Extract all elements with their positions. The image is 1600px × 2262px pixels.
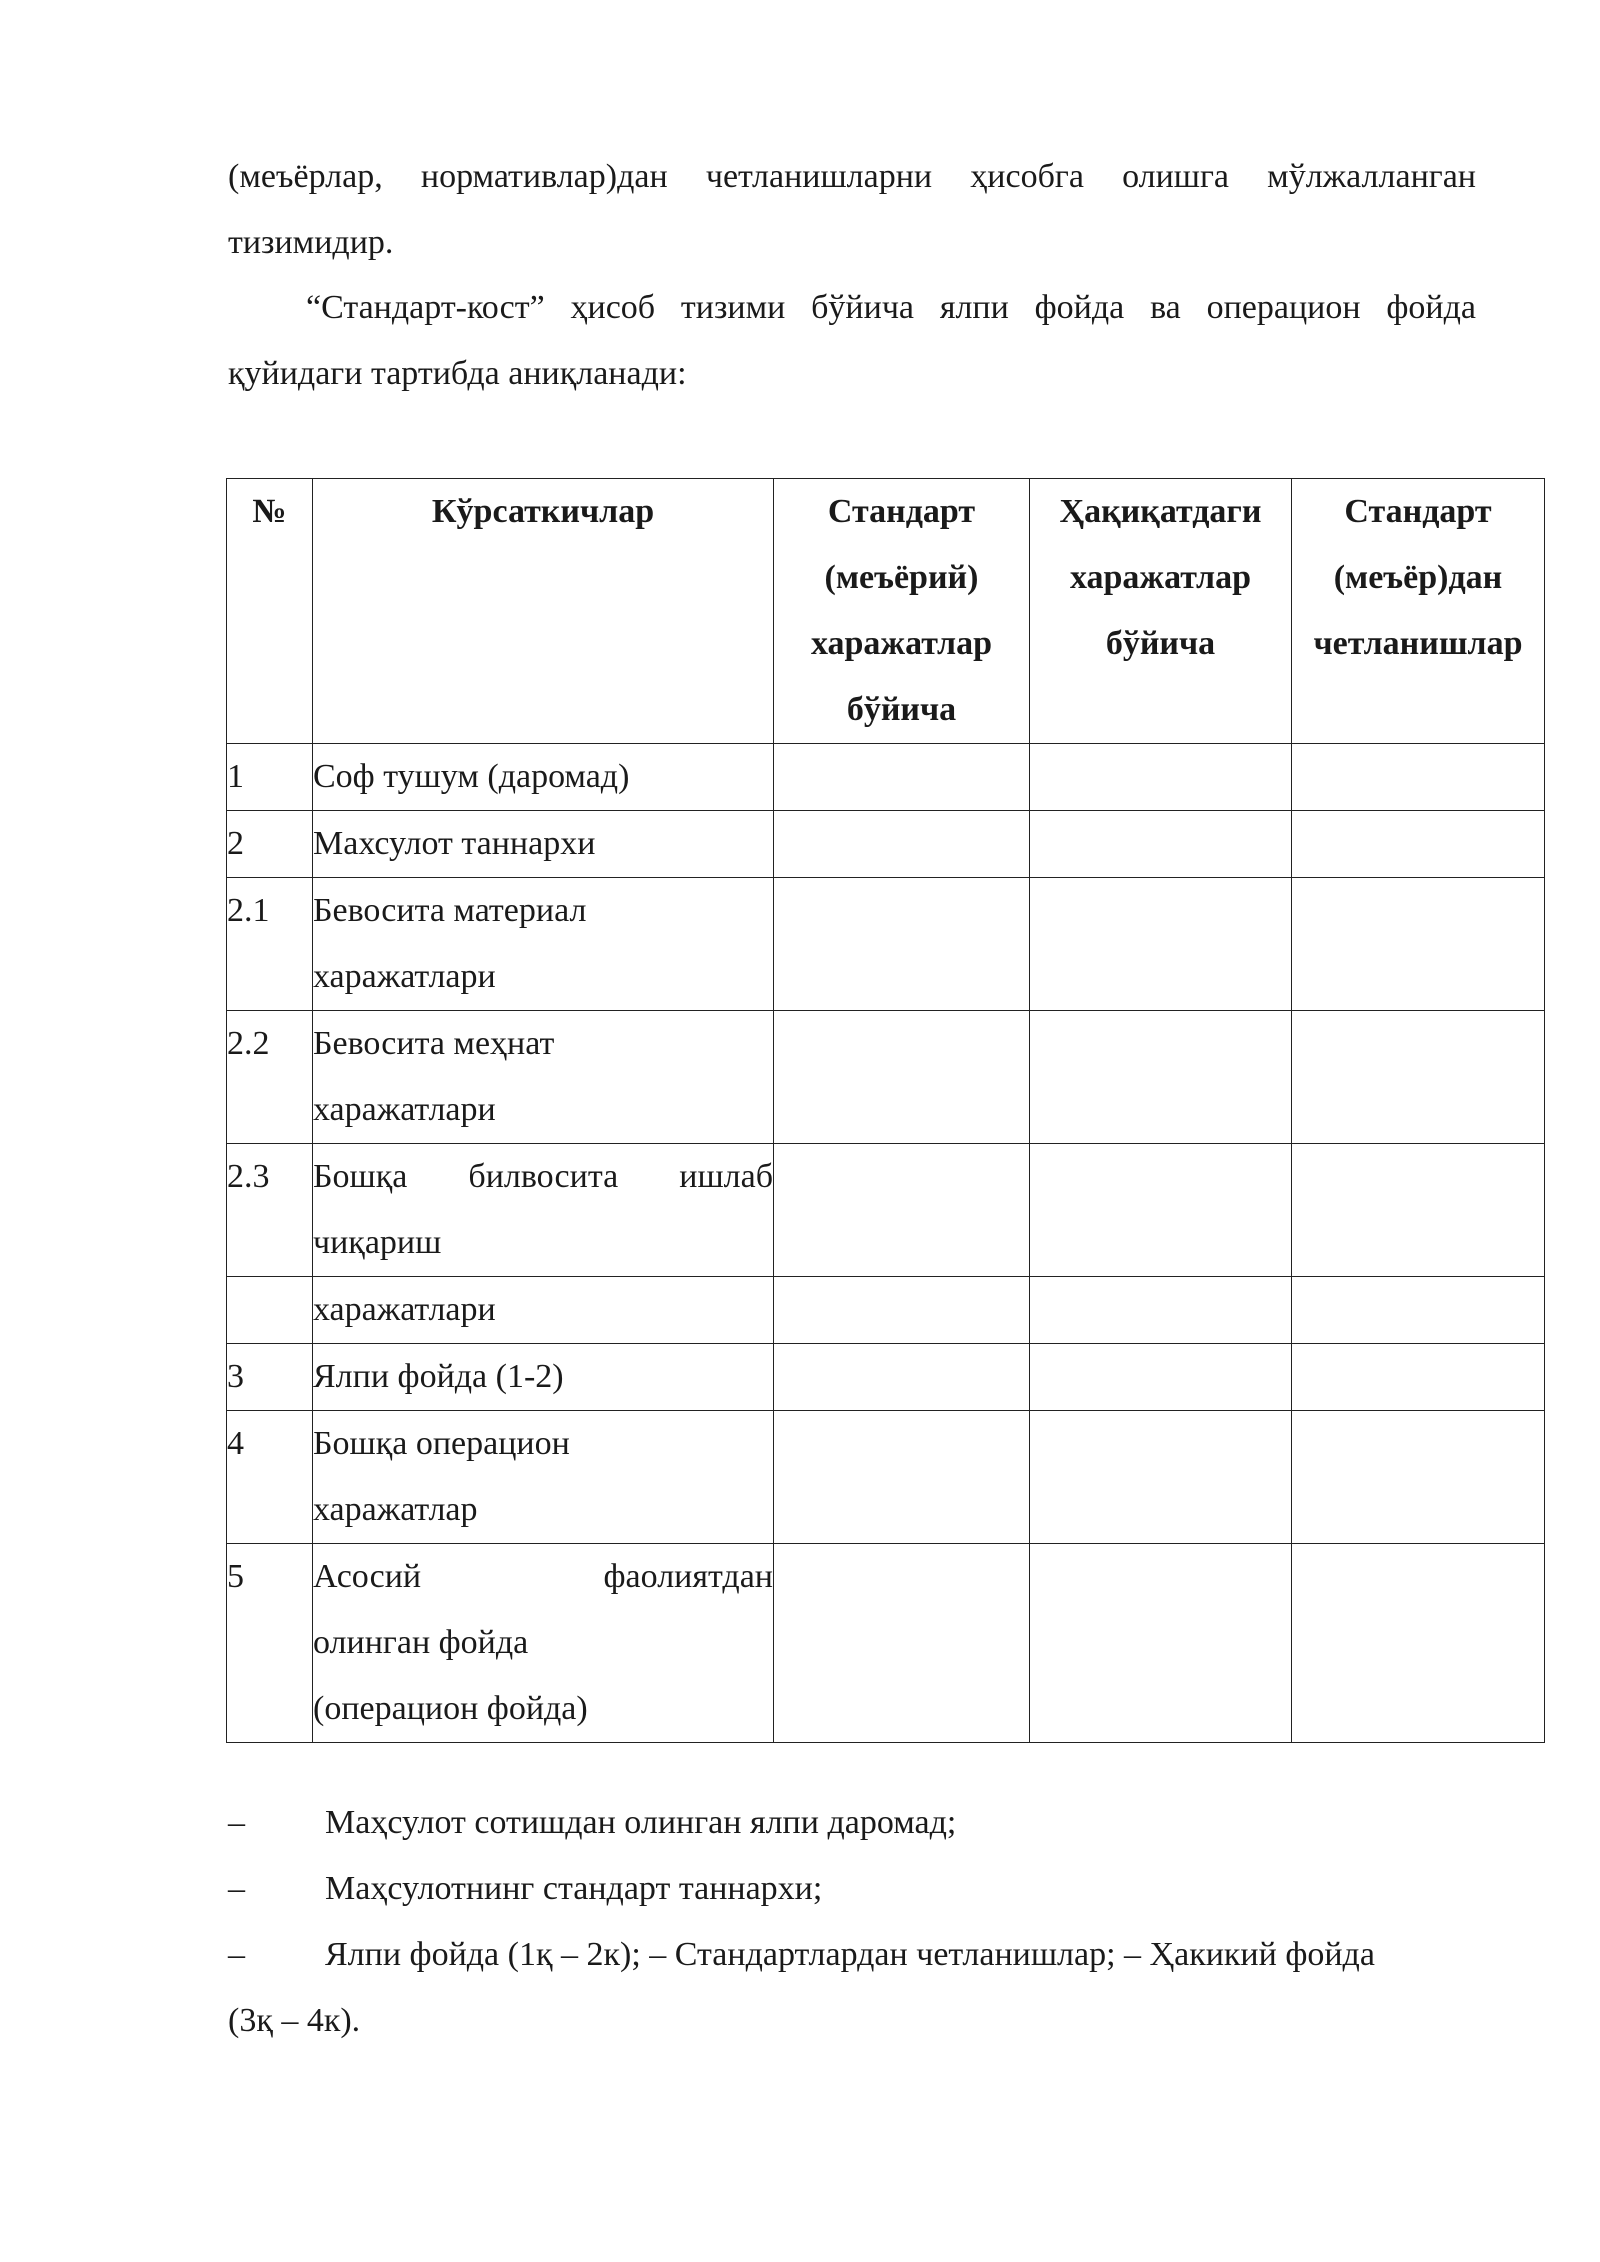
standard-cell: [774, 1144, 1030, 1277]
row-label: харажатлари: [313, 1277, 774, 1344]
standard-cell: [774, 1344, 1030, 1411]
deviation-cell: [1292, 878, 1545, 1011]
standard-cell: [774, 1277, 1030, 1344]
table-row: [227, 1144, 1545, 1277]
intro-paragraph-1: [228, 144, 1476, 276]
row-number: 2.2: [227, 1011, 313, 1144]
list-item: [228, 1856, 1498, 1922]
text-line: “Стандарт-кост” ҳисоб тизими бўйича ялпи фойда ва операцион фойда: [306, 289, 1476, 326]
standard-cell: [774, 811, 1030, 878]
row-number: 2.1: [227, 878, 313, 1011]
list-item-text: Маҳсулот сотишдан олинган ялпи даромад;: [325, 1804, 957, 1841]
header-deviations: Стандарт (меъёр)дан четланишлар: [1292, 479, 1545, 744]
deviation-cell: [1292, 744, 1545, 811]
table-row: [227, 1277, 1545, 1344]
actual-cell: [1030, 811, 1292, 878]
text-line: (меъёрлар, нормативлар)дан четланишларни ҳисобга олишга мўлжалланган: [228, 158, 1476, 195]
deviation-cell: [1292, 1344, 1545, 1411]
table-row: [227, 1011, 1545, 1144]
bullet-list: [228, 1790, 1498, 2054]
standard-cell: [774, 744, 1030, 811]
deviation-cell: [1292, 1277, 1545, 1344]
standard-cell: [774, 1011, 1030, 1144]
row-number: 1: [227, 744, 313, 811]
table-row: [227, 744, 1545, 811]
actual-cell: [1030, 1011, 1292, 1144]
header-number: №: [227, 479, 313, 744]
row-label: Бевосита материал харажатлари: [313, 878, 774, 1011]
header-indicators: Кўрсаткичлар: [313, 479, 774, 744]
list-item: [228, 1922, 1498, 1988]
list-item-text: Ялпи фойда (1қ – 2к); – Стандартлардан четланишлар; – Ҳакикий фойда: [325, 1936, 1375, 1973]
row-label: Соф тушум (даромад): [313, 744, 774, 811]
actual-cell: [1030, 744, 1292, 811]
dash-marker: –: [228, 1936, 245, 1973]
table-row: [227, 811, 1545, 878]
list-item: [228, 1790, 1498, 1856]
row-number: [227, 1277, 313, 1344]
row-label: Бошқа операцион харажатлар: [313, 1411, 774, 1544]
header-standard-costs: Стандарт (меъёрий) харажатлар бўйича: [774, 479, 1030, 744]
row-label: Ялпи фойда (1-2): [313, 1344, 774, 1411]
deviation-cell: [1292, 1011, 1545, 1144]
deviation-cell: [1292, 1544, 1545, 1743]
row-number: 2.3: [227, 1144, 313, 1277]
row-label: Асосий фаолиятдан олинган фойда (операцион фойда): [313, 1544, 774, 1743]
row-label: Махсулот таннархи: [313, 811, 774, 878]
deviation-cell: [1292, 1411, 1545, 1544]
row-number: 4: [227, 1411, 313, 1544]
table-header-row: [227, 479, 1545, 744]
text-line: тизимидир.: [228, 224, 394, 261]
indicators-table: [226, 478, 1545, 1743]
actual-cell: [1030, 1411, 1292, 1544]
dash-marker: –: [228, 1870, 245, 1907]
standard-cell: [774, 1544, 1030, 1743]
row-label: Бевосита меҳнат харажатлари: [313, 1011, 774, 1144]
actual-cell: [1030, 1277, 1292, 1344]
table-row: [227, 878, 1545, 1011]
list-item-continuation: (3қ – 4к).: [228, 2002, 361, 2039]
actual-cell: [1030, 1344, 1292, 1411]
row-number: 3: [227, 1344, 313, 1411]
header-actual-costs: Ҳақиқатдаги харажатлар бўйича: [1030, 479, 1292, 744]
deviation-cell: [1292, 811, 1545, 878]
row-label: Бошқа билвосита ишлаб чиқариш: [313, 1144, 774, 1277]
row-number: 2: [227, 811, 313, 878]
standard-cell: [774, 878, 1030, 1011]
list-item-text: Маҳсулотнинг стандарт таннархи;: [325, 1870, 823, 1907]
standard-cell: [774, 1411, 1030, 1544]
table-row: [227, 1544, 1545, 1743]
table-row: [227, 1411, 1545, 1544]
actual-cell: [1030, 878, 1292, 1011]
actual-cell: [1030, 1544, 1292, 1743]
intro-paragraph-2: [228, 275, 1476, 407]
dash-marker: –: [228, 1804, 245, 1841]
text-line: қуйидаги тартибда аниқланади:: [228, 355, 687, 392]
actual-cell: [1030, 1144, 1292, 1277]
table-row: [227, 1344, 1545, 1411]
row-number: 5: [227, 1544, 313, 1743]
deviation-cell: [1292, 1144, 1545, 1277]
